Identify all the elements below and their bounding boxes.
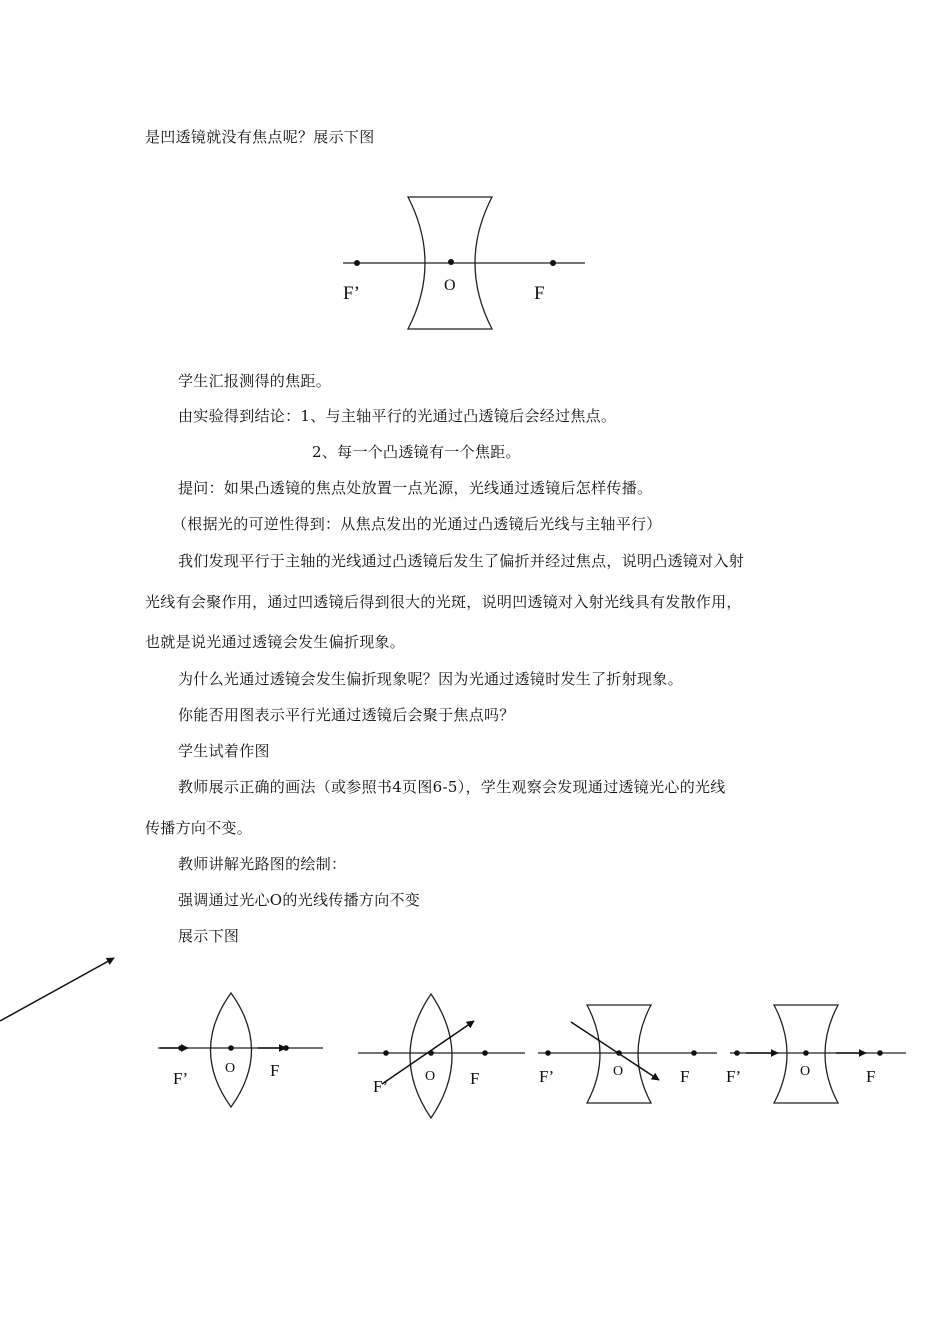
convex-lens-diagram-1: [158, 993, 323, 1107]
concave-lens-diagram-top: [343, 197, 585, 329]
paragraph-8: 也就是说光通过透镜会发生偏折现象。: [145, 633, 406, 651]
label-f-prime-4: F’: [726, 1067, 742, 1086]
paragraph-5: （根据光的可逆性得到：从焦点发出的光通过凸透镜后光线与主轴平行）: [172, 515, 662, 533]
label-o-top: O: [444, 277, 456, 294]
paragraph-3: 2、每一个凸透镜有一个焦距。: [312, 443, 521, 461]
label-f-prime-3: F’: [539, 1067, 555, 1086]
paragraph-2: 由实验得到结论：1、与主轴平行的光通过凸透镜后会经过焦点。: [178, 407, 617, 425]
convex-lens: [410, 994, 452, 1118]
label-f-3: F: [680, 1067, 690, 1086]
label-f-4: F: [866, 1067, 876, 1086]
focal-point-left: [354, 260, 360, 266]
paragraph-6: 我们发现平行于主轴的光线通过凸透镜后发生了偏折并经过焦点，说明凸透镜对入射: [178, 552, 745, 570]
label-o-2: O: [425, 1069, 436, 1084]
paragraph-9: 为什么光通过透镜会发生偏折现象呢？因为光通过透镜时发生了折射现象。: [178, 670, 683, 688]
focal-point-right: [550, 260, 556, 266]
paragraph-11: 学生试着作图: [178, 742, 270, 760]
paragraph-14: 教师讲解光路图的绘制：: [178, 855, 347, 873]
paragraph-7: 光线有会聚作用，通过凹透镜后得到很大的光斑，说明凹透镜对入射光线具有发散作用，: [145, 593, 742, 611]
paragraph-12: 教师展示正确的画法（或参照书4页图6-5），学生观察会发现通过透镜光心的光线: [178, 778, 726, 796]
stray-arrow: [0, 958, 114, 1021]
optical-center: [448, 259, 454, 265]
label-f-1: F: [270, 1061, 280, 1080]
label-f-prime-2: F’: [373, 1077, 389, 1096]
paragraph-1: 学生汇报测得的焦距。: [178, 372, 332, 390]
paragraph-15: 强调通过光心O的光线传播方向不变: [178, 891, 421, 909]
label-o-3: O: [613, 1064, 624, 1079]
paragraph-13: 传播方向不变。: [145, 819, 253, 837]
paragraph-10: 你能否用图表示平行光通过透镜后会聚于焦点吗？: [178, 706, 515, 724]
label-f-2: F: [470, 1069, 480, 1088]
convex-lens-diagram-2: [358, 994, 525, 1118]
label-o-4: O: [800, 1064, 811, 1079]
label-f-prime-1: F’: [173, 1069, 189, 1088]
label-f-prime-top: F’: [343, 283, 360, 304]
label-f-top: F: [534, 283, 545, 304]
paragraph-4: 提问：如果凸透镜的焦点处放置一点光源，光线通过透镜后怎样传播。: [178, 479, 653, 497]
concave-lens-diagram-3: [538, 1005, 717, 1103]
concave-lens-diagram-4: [730, 1005, 906, 1103]
label-o-1: O: [225, 1061, 236, 1076]
paragraph-0: 是凹透镜就没有焦点呢？展示下图: [145, 128, 375, 146]
paragraph-16: 展示下图: [178, 927, 240, 945]
